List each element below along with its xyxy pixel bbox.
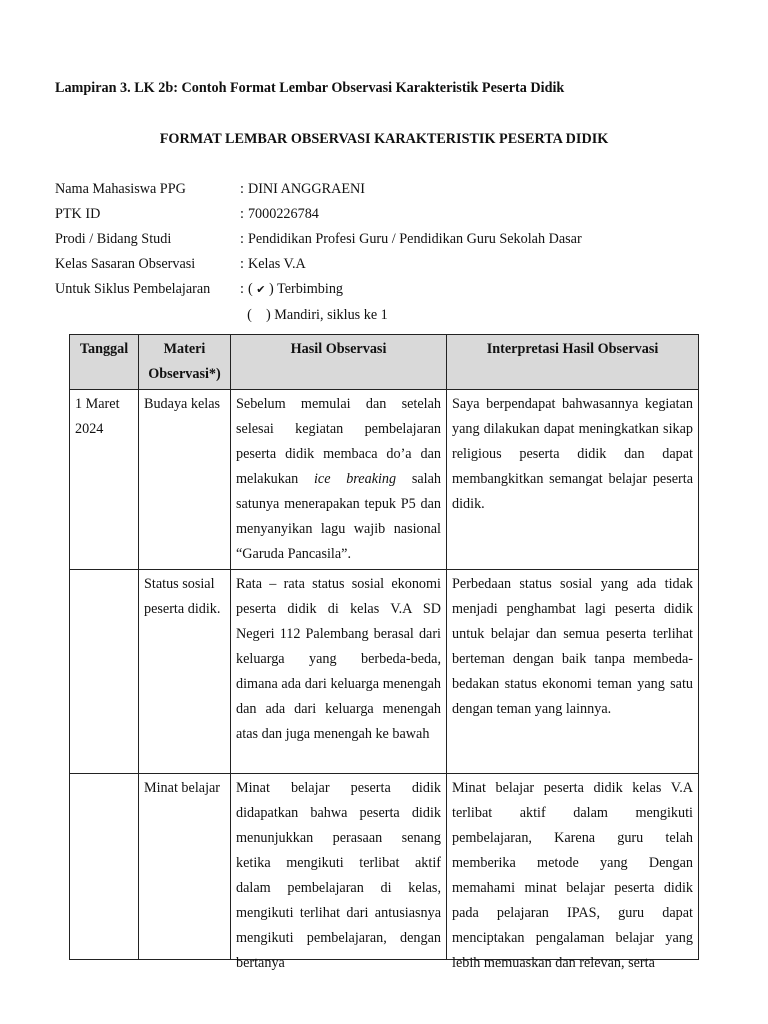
hasil-text-part: Sebelum memulai dan setelah selesai kegiatan pembelajaran peserta didik membaca do’a dan melakukan [236, 396, 441, 487]
siklus-label: Untuk Siklus Pembelajaran [55, 281, 211, 297]
table-row [70, 390, 699, 570]
separator: : [240, 281, 244, 297]
cell-tanggal [70, 774, 139, 960]
table-row [70, 774, 699, 960]
nama-label: Nama Mahasiswa PPG [55, 181, 186, 197]
interpretasi-text: Minat belajar peserta didik kelas V.A terlibat aktif dalam mengikuti pembelajaran, Karena guru telah memberika metode yang Dengan memahami minat belajar peserta didik pada pelajaran IPAS, guru dapat menciptakan pengalaman belajar yang lebih memuaskan dan relevan, serta [452, 780, 693, 971]
cell-hasil [231, 390, 447, 570]
hasil-text: Minat belajar peserta didik didapatkan bahwa peserta didik menunjukkan perasaan senang ketika mengikuti terlibat aktif dalam pembelajaran di kelas, mengikuti terlihat dari antusiasnya mengikuti pembelajaran, dengan bertanya [236, 780, 441, 971]
document-title: FORMAT LEMBAR OBSERVASI KARAKTERISTIK PESERTA DIDIK [159, 131, 609, 147]
info-row-siklus: Untuk Siklus Pembelajaran : ( ✔ ) Terbimbing [55, 281, 344, 297]
cell-interpretasi [447, 774, 699, 971]
header-tanggal: Tanggal [70, 335, 139, 390]
prodi-label: Prodi / Bidang Studi [55, 231, 172, 247]
ptk-label: PTK ID [55, 206, 101, 222]
page-heading: Lampiran 3. LK 2b: Contoh Format Lembar Observasi Karakteristik Peserta Didik [55, 80, 565, 96]
prodi-value: Pendidikan Profesi Guru / Pendidikan Guru Sekolah Dasar [247, 231, 582, 247]
header-interpretasi: Interpretasi Hasil Observasi [447, 335, 699, 390]
separator: : [240, 231, 244, 247]
cell-interpretasi: Saya berpendapat bahwasannya kegiatan yang dilakukan dapat meningkatkan sikap religious peserta didik dan dapat membangkitkan semangat belajar peserta didik. [447, 390, 699, 570]
table-header-row [70, 335, 699, 390]
info-row-kelas [55, 256, 306, 273]
hasil-text-part: salah satunya menerapakan tepuk P5 dan menyanyikan lagu wajib nasional “Garuda Pancasila”. [236, 471, 441, 562]
ptk-value: 7000226784 [247, 206, 319, 222]
cell-materi: Status sosial peserta didik. [139, 570, 231, 774]
separator: : [240, 206, 244, 222]
header-materi: Materi Observasi*) [139, 335, 231, 390]
cell-tanggal [70, 570, 139, 774]
nama-value: DINI ANGGRAENI [247, 181, 365, 197]
observation-table [69, 334, 699, 971]
info-row-prodi [55, 231, 582, 248]
cell-materi: Budaya kelas [139, 390, 231, 570]
cell-hasil: Rata – rata status sosial ekonomi peserta didik di kelas V.A SD Negeri 112 Palembang berasal dari keluarga yang berbeda-beda, dimana ada dari keluarga menengah dan ada dari keluarga menengah atas dan juga menengah ke bawah [231, 570, 447, 774]
kelas-value: Kelas V.A [247, 256, 306, 272]
separator: : [240, 256, 244, 272]
table-row [70, 570, 699, 774]
cell-hasil [231, 774, 447, 971]
siklus-option-mandiri: Mandiri, siklus ke 1 [274, 307, 388, 323]
info-row-nama [55, 181, 365, 198]
info-row-ptk [55, 206, 319, 223]
cell-materi: Minat belajar [139, 774, 231, 960]
cell-tanggal: 1 Maret 2024 [70, 390, 139, 570]
siklus-option-terbimbing: Terbimbing [277, 281, 344, 297]
cell-interpretasi: Perbedaan status sosial yang ada tidak menjadi penghambat lagi peserta didik untuk belajar dan semua peserta terlihat berteman dengan baik tanpa membeda-bedakan status ekonomi teman yang satu dengan teman yang lainnya. [447, 570, 699, 774]
check-icon: ✔ [256, 284, 266, 296]
kelas-label: Kelas Sasaran Observasi [55, 256, 196, 272]
separator: : [240, 181, 244, 197]
info-row-siklus-mandiri: ( ) Mandiri, siklus ke 1 [240, 307, 388, 323]
header-hasil: Hasil Observasi [231, 335, 447, 390]
hasil-text-italic: ice breaking [313, 471, 397, 487]
